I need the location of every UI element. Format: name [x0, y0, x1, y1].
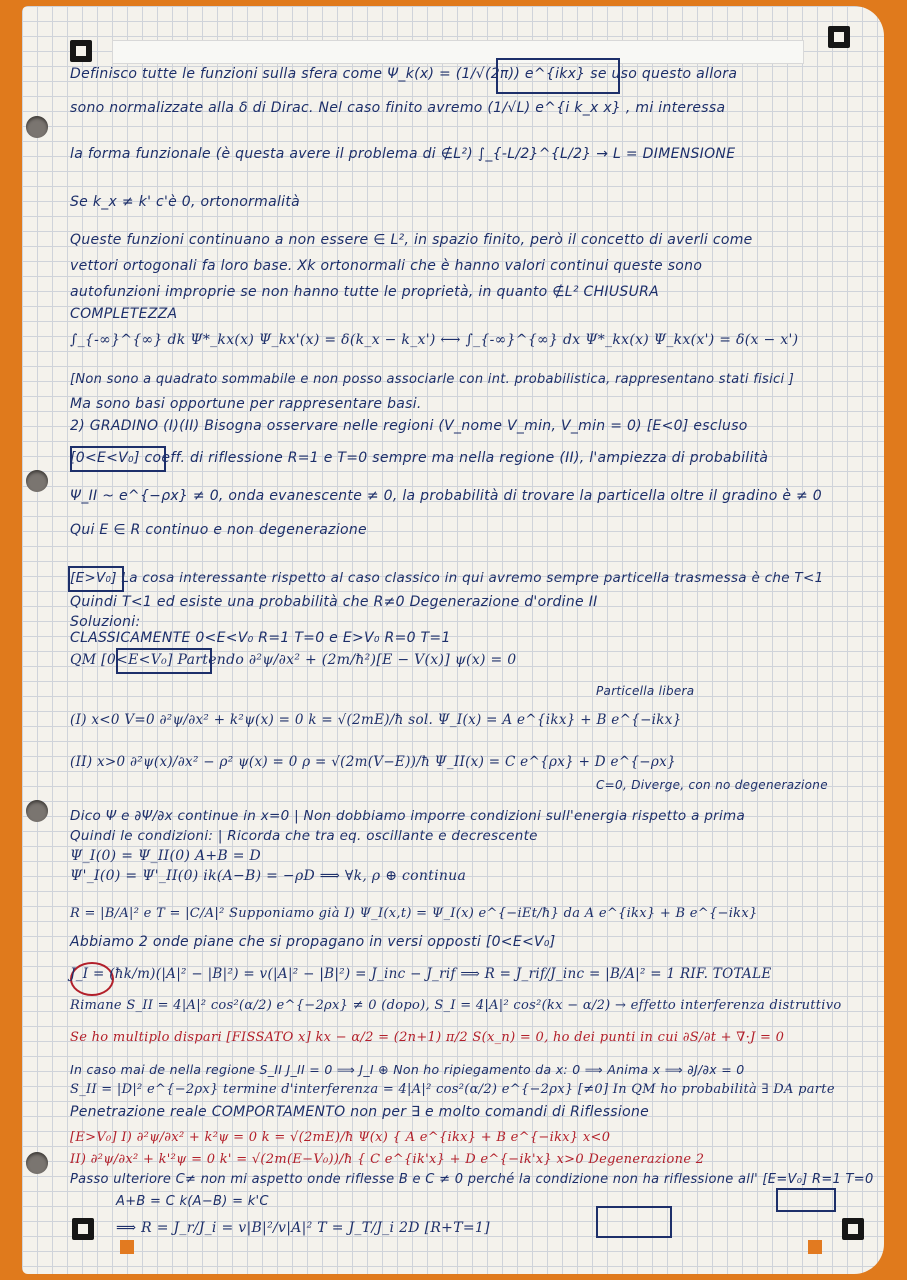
note-line: Se ho multiplo dispari [FISSATO x] kx − α/2 = (2n+1) π/2 S(x_n) = 0, ho dei punti in cui ∂S/∂t + ∇·J = 0 [70, 1030, 785, 1045]
note-line: QM [0<E<V₀] Partendo ∂²ψ/∂x² + (2m/ħ²)[E − V(x)] ψ(x) = 0 [70, 652, 517, 668]
note-line: sono normalizzate alla δ di Dirac. Nel caso finito avremo (1/√L) e^{i k_x x} , mi interessa [70, 100, 726, 116]
note-line: S_II = |D|² e^{−2ρx} termine d'interferenza = 4|A|² cos²(α/2) e^{−2ρx} [≠0] In QM ho probabilità ∃ DA parte [70, 1082, 835, 1097]
binder-hole-icon [26, 470, 48, 492]
note-line: Quindi le condizioni: | Ricorda che tra eq. oscillante e decrescente [70, 828, 538, 844]
note-line: vettori ortogonali fa loro base. Xk ortonormali che è hanno valori continui queste sono [70, 258, 703, 274]
note-line: COMPLETEZZA [70, 306, 178, 322]
note-line: Particella libera [596, 684, 695, 698]
corner-marker-bottom-right-icon [842, 1218, 864, 1240]
orange-corner-square-icon [808, 1240, 822, 1254]
note-line: autofunzioni improprie se non hanno tutte le proprietà, in quanto ∉L² CHIUSURA [70, 284, 660, 300]
binder-hole-icon [26, 800, 48, 822]
corner-marker-top-right-icon [828, 26, 850, 48]
note-line: A+B = C k(A−B) = k'C [116, 1194, 269, 1209]
note-line: Rimane S_II = 4|A|² cos²(α/2) e^{−2ρx} ≠ 0 (dopo), S_I = 4|A|² cos²(kx − α/2) → effetto interferenza distruttivo [70, 998, 842, 1013]
note-line: 2) GRADINO (I)(II) Bisogna osservare nelle regioni (V_nome V_min, V_min = 0) [E<0] escluso [70, 418, 748, 434]
note-line: R = |B/A|² e T = |C/A|² Supponiamo già I) Ψ_I(x,t) = Ψ_I(x) e^{−iEt/ħ} da A e^{ikx} + B e^{−ikx} [70, 906, 758, 921]
note-line: Queste funzioni continuano a non essere ∈ L², in spazio finito, però il concetto di averli come [70, 232, 753, 248]
note-line: Penetrazione reale COMPORTAMENTO non per ∃ e molto comandi di Riflessione [70, 1104, 650, 1120]
note-line: ⟹ R = J_r/J_i = v|B|²/v|A|² T = J_T/J_i 2D [R+T=1] [116, 1220, 490, 1236]
note-line: [Non sono a quadrato sommabile e non posso associarle con int. probabilistica, rappresentano stati fisici ] [70, 372, 795, 387]
note-line: Abbiamo 2 onde piane che si propagano in versi opposti [0<E<V₀] [70, 934, 556, 950]
note-line: Dico Ψ e ∂Ψ/∂x continue in x=0 | Non dobbiamo imporre condizioni sull'energia rispetto a prima [70, 808, 746, 824]
note-line: C=0, Diverge, con no degenerazione [596, 778, 828, 792]
note-line: [E>V₀] La cosa interessante rispetto al caso classico in qui avremo sempre particella trasmessa è che T<1 [70, 570, 824, 586]
binder-hole-icon [26, 1152, 48, 1174]
note-line: ∫_{-∞}^{∞} dk Ψ*_kx(x) Ψ_kx'(x) = δ(k_x − k_x') ⟷ ∫_{-∞}^{∞} dx Ψ*_kx(x) Ψ_kx(x') = δ(x − x') [70, 332, 799, 348]
note-line: CLASSICAMENTE 0<E<V₀ R=1 T=0 e E>V₀ R=0 T=1 [70, 630, 451, 646]
note-line: Ψ'_I(0) = Ψ'_II(0) ik(A−B) = −ρD ⟹ ∀k, ρ ⊕ continua [70, 868, 467, 884]
orange-corner-square-icon [120, 1240, 134, 1254]
note-line: la forma funzionale (è questa avere il problema di ∉L²) ∫_{-L/2}^{L/2} → L = DIMENSIONE [70, 146, 736, 162]
binder-hole-icon [26, 116, 48, 138]
note-line: Se k_x ≠ k' c'è 0, ortonormalità [70, 194, 301, 210]
note-line: Quindi T<1 ed esiste una probabilità che R≠0 Degenerazione d'ordine II [70, 594, 598, 610]
note-line: (I) x<0 V=0 ∂²ψ/∂x² + k²ψ(x) = 0 k = √(2mE)/ħ sol. Ψ_I(x) = A e^{ikx} + B e^{−ikx} [70, 712, 682, 728]
note-line: Qui E ∈ R continuo e non degenerazione [70, 522, 367, 538]
note-line: Ψ_II ~ e^{−ρx} ≠ 0, onda evanescente ≠ 0, la probabilità di trovare la particella oltre il gradino è ≠ 0 [70, 488, 823, 504]
corner-marker-top-left-icon [70, 40, 92, 62]
highlight-box [596, 1206, 672, 1238]
note-line: In caso mai de nella regione S_II J_II = 0 ⟹ J_I ⊕ Non ho ripiegamento da x: 0 ⟹ Anima x ⟹ ∂J/∂x = 0 [70, 1062, 745, 1077]
header-strip [112, 40, 804, 64]
note-line: Definisco tutte le funzioni sulla sfera come Ψ_k(x) = (1/√(2π)) e^{ikx} se uso questo allora [70, 66, 738, 82]
note-line: Ψ_I(0) = Ψ_II(0) A+B = D [70, 848, 262, 864]
corner-marker-bottom-left-icon [72, 1218, 94, 1240]
note-line: Ma sono basi opportune per rappresentare basi. [70, 396, 422, 412]
note-line: Soluzioni: [70, 614, 141, 630]
highlight-box [776, 1188, 836, 1212]
note-line: J_I = (ħk/m)(|A|² − |B|²) = v(|A|² − |B|²) = J_inc − J_rif ⟹ R = J_rif/J_inc = |B/A|² = 1 RIF. TOTALE [70, 966, 772, 982]
note-line: (II) x>0 ∂²ψ(x)/∂x² − ρ² ψ(x) = 0 ρ = √(2m(V−E))/ħ Ψ_II(x) = C e^{ρx} + D e^{−ρx} [70, 754, 676, 770]
note-line: Passo ulteriore C≠ non mi aspetto onde riflesse B e C ≠ 0 perché la condizione non ha riflessione all' [E=V₀] R=1 T=0 [70, 1172, 874, 1187]
note-line: [0<E<V₀] coeff. di riflessione R=1 e T=0 sempre ma nella regione (II), l'ampiezza di probabilità [70, 450, 769, 466]
note-line: II) ∂²ψ/∂x² + k'²ψ = 0 k' = √(2m(E−V₀))/ħ { C e^{ik'x} + D e^{−ik'x} x>0 Degenerazione 2 [70, 1152, 705, 1167]
note-line: [E>V₀] I) ∂²ψ/∂x² + k²ψ = 0 k = √(2mE)/ħ Ψ(x) { A e^{ikx} + B e^{−ikx} x<0 [70, 1130, 611, 1145]
